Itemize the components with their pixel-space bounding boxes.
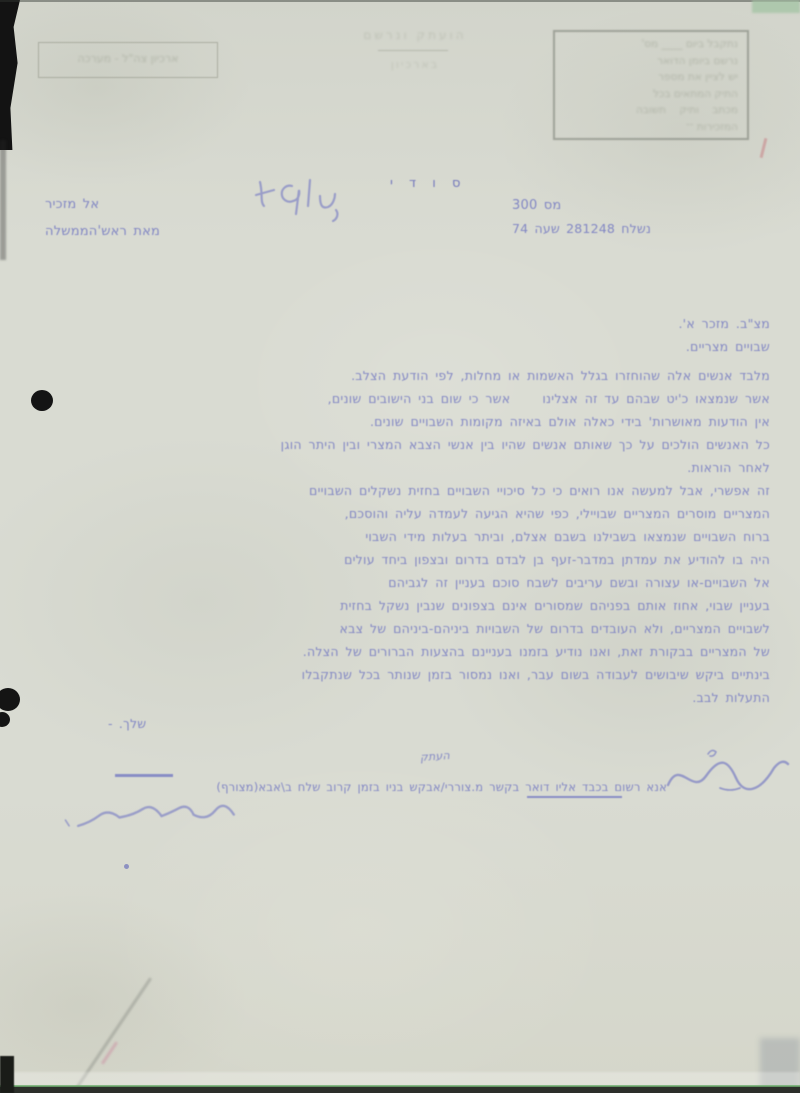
body-line: בעניין שבוי, אחוז אותם בפניהם שמסורים אינם בצפונים שנבין נשקל בחזית bbox=[340, 598, 770, 613]
addressee-from: מאת ראש'הממשלה bbox=[45, 224, 161, 239]
ink-blot bbox=[0, 712, 10, 727]
body-line: לשבויים המצריים, ולא העובדים בדרום של השבויות ביניהם-ביניהם של צבא bbox=[339, 621, 770, 636]
scan-edge-black-strip bbox=[0, 0, 20, 150]
center-stamp-line2: בארכיון bbox=[390, 58, 440, 71]
body-line: אשר שנמצאו כ'יט שבהם עד זה אצלינו אשר כי שום בני הישובים שונים, bbox=[327, 391, 770, 406]
registry-stamp-line: נרשם ביומן הדואר bbox=[657, 54, 738, 67]
center-stamp-rule bbox=[378, 50, 448, 51]
body-line: זה אפשרי, אבל למעשה אנו רואים כי כל סיכויי השבויים בחזית נשקלים השבויים bbox=[309, 483, 770, 498]
body-line: ברוח השבויים שנמצאו בשבילנו בשבם אצלם, וביתר בעלות מידי השבוי bbox=[365, 529, 770, 544]
ink-blot bbox=[0, 688, 20, 711]
registry-stamp-line: יש לציין את מספר bbox=[658, 71, 738, 83]
body-line: אין הודעות מאושרות' בידי כאלה אולם באיזה מקומות השבויים שונים. bbox=[369, 414, 770, 429]
footer-left-dash bbox=[115, 774, 173, 777]
closing: שלך. - bbox=[108, 716, 147, 731]
body-line: מצ"ב. מזכר א'. bbox=[678, 316, 770, 331]
body-line: התעלות לבב. bbox=[692, 690, 770, 705]
scan-corner-green-top-right bbox=[752, 0, 800, 13]
scan-corner-black-bottom-left bbox=[0, 1056, 14, 1093]
handwritten-note bbox=[56, 783, 251, 858]
ink-speck bbox=[124, 864, 129, 869]
body-line: שבויים מצריים. bbox=[685, 339, 770, 354]
scan-band-bottom bbox=[0, 1072, 800, 1086]
body-line: בינתיים ביקש שיבושים לעבודה בשום עבר, ואנו נמסור בזמן שנותר בכל שנתקבלו bbox=[301, 667, 770, 682]
body-line: היה בו להודיע את עמדתן במדבר-זעף בן לבדם בדרום ובצפון ביחד עולים bbox=[344, 552, 770, 567]
red-mark-right-edge bbox=[760, 138, 768, 158]
body-line: מלבד אנשים אלה שהוחזרו בגלל האשמות או מחלות, לפי הודעת הצלב. bbox=[351, 368, 770, 383]
ink-blot bbox=[31, 390, 53, 411]
body-line: כל האנשים הולכים על כך שאותם אנשים שהיו בין אנשי הצבא המצרי ובין היתר הוגן bbox=[280, 437, 770, 452]
classification-marking: ס ו ד י bbox=[390, 176, 466, 191]
registry-stamp-line: נתקבל ביום ____ מס' bbox=[641, 38, 738, 50]
handwritten-signature bbox=[662, 740, 794, 805]
footer-handwritten-word: העתק bbox=[419, 748, 451, 765]
body-line: של המצריים בבקורת זאת, ואנו נודיע בזמנו בעניינם בהצעות הברורים של הצלה. bbox=[302, 644, 770, 659]
footer-typed-line: אנא רשום בכבד אליו דואר בקשר מ.צוררי/אבקש בניו בזמן קרוב שלח ב\אבא(מצורף) bbox=[216, 780, 667, 794]
body-line: המצריים מוסרים המצריים שבויילי, כפי שהיא הגיעה לעמדה עליה והוסכם, bbox=[344, 506, 770, 521]
addressee-to: אל מזכיר bbox=[45, 197, 100, 212]
handwritten-top-annotation bbox=[250, 168, 350, 243]
center-stamp-line1: הועתק ונרשם bbox=[363, 28, 467, 42]
body-line: אל השבויים-או עצורה ובשם עריבים לשבח סוכם בעניין זה לגביהם bbox=[388, 575, 770, 590]
archive-stamp-text: ארכיון צה"ל - מערכה bbox=[77, 52, 179, 65]
scan-edge-top-line bbox=[0, 0, 800, 2]
scan-edge-bottom-green-line bbox=[0, 1085, 800, 1087]
body-line: לאחר הוראות. bbox=[687, 460, 770, 475]
scan-edge-bottom-strip bbox=[0, 1086, 800, 1093]
registry-stamp-line: מכתב ותיק תשובה bbox=[635, 104, 738, 116]
registry-stamp-line: התיק המתאים בכל bbox=[652, 87, 738, 100]
footer-underline bbox=[527, 796, 622, 798]
registry-stamp-line: המזכירות ־־ bbox=[685, 120, 738, 133]
scan-edge-left-shade bbox=[0, 140, 6, 260]
ref-dispatch: נשלח 281248 שעה 74 bbox=[512, 221, 652, 236]
ref-number: מס 300 bbox=[512, 198, 562, 213]
